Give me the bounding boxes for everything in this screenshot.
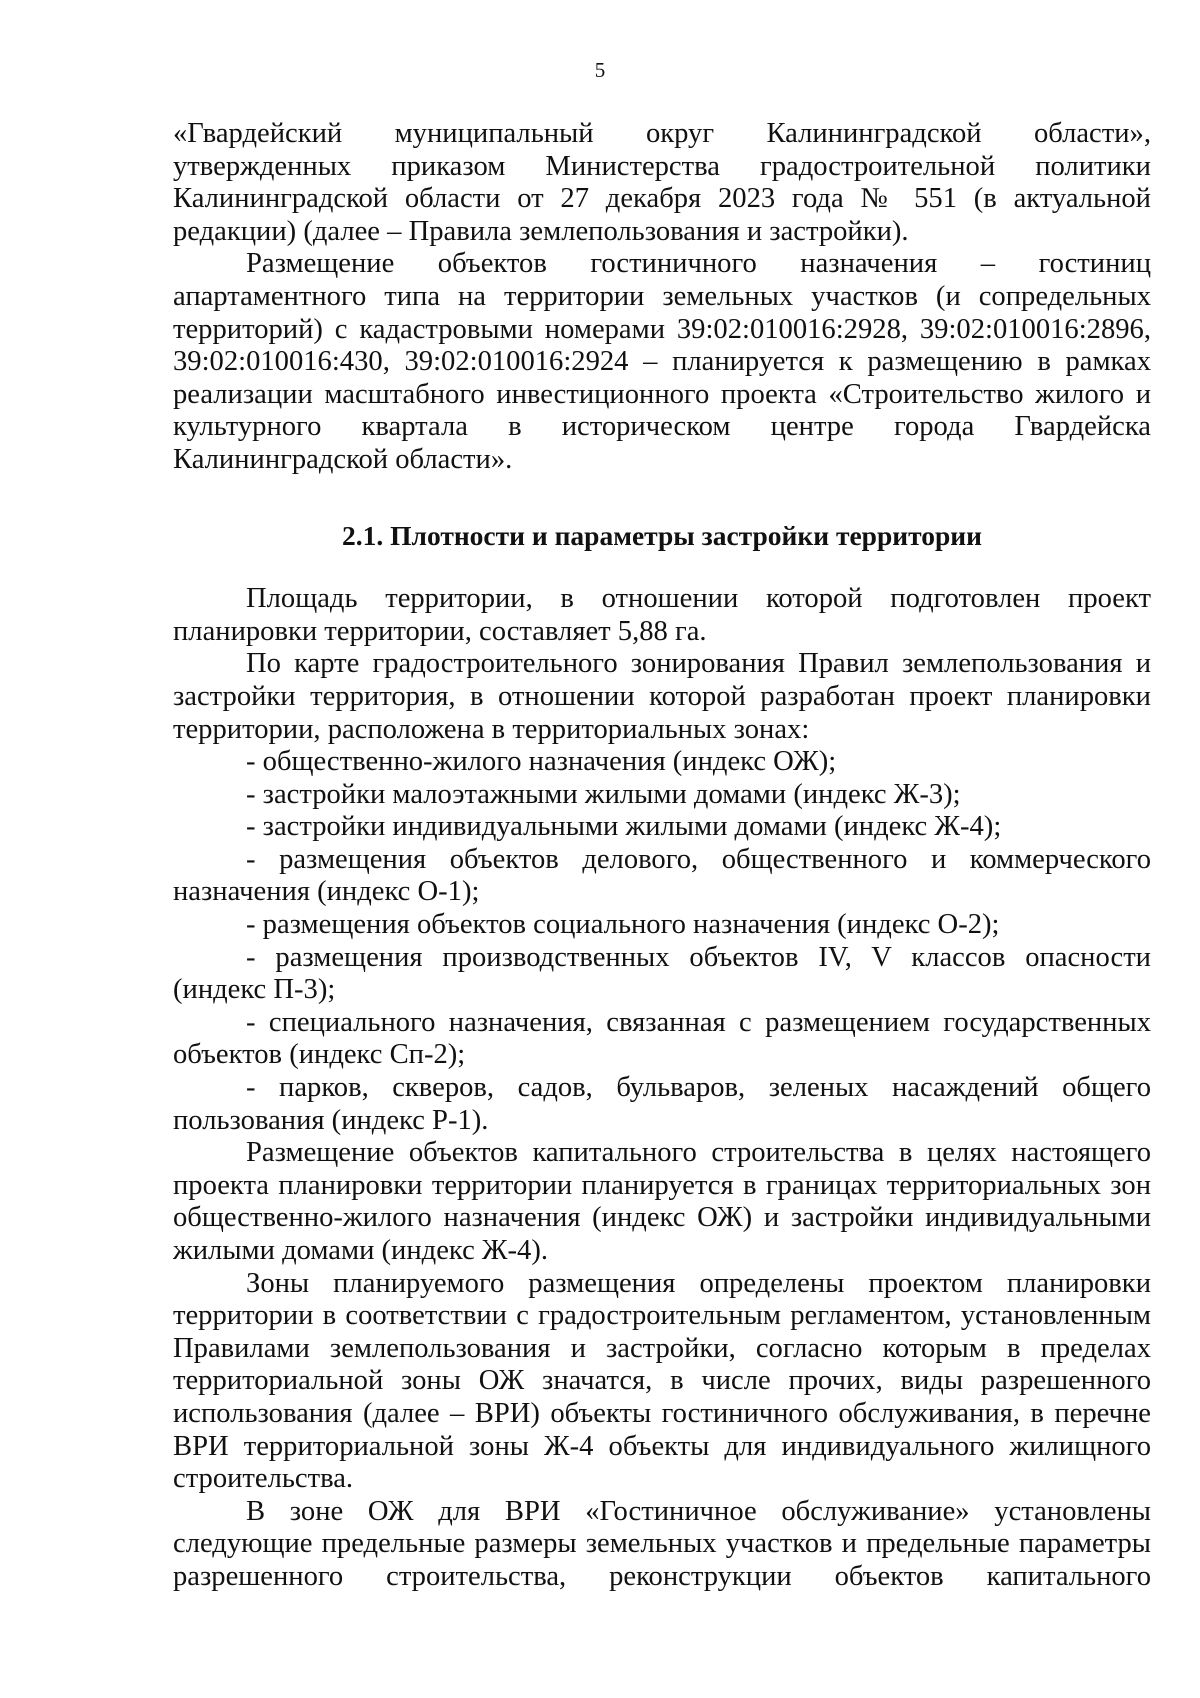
paragraph-planned-zones: Зоны планируемого размещения определены проектом планировки территории в соответствии с градостроительным регламентом, установленным Правилами землепользования и застройки, согласно которым в пределах территориальной зоны ОЖ значатся, в числе прочих, виды разрешенного использования (далее – ВРИ) объекты гостиничного обслуживания, в перечне ВРИ территориальной зоны Ж-4 объекты для индивидуального жилищного строительства. [173,1267,1151,1495]
paragraph-hotel-placement: Размещение объектов гостиничного назначения – гостиниц апартаментного типа на территории земельных участков (и сопредельных территорий) с кадастровыми номерами 39:02:010016:2928, 39:02:010016:2896, 39:02:010016:430, 39:02:010016:2924 – планируется к размещению в рамках реализации масштабного инвестиционного проекта «Строительство жилого и культурного квартала в историческом центре города Гвардейска Калининградской области». [173,248,1151,475]
paragraph-territory-area: Площадь территории, в отношении которой подготовлен проект планировки территории, составляет 5,88 га. [173,583,1151,647]
list-item: - застройки малоэтажными жилыми домами (индекс Ж-3); [246,778,961,810]
list-item: - размещения производственных объектов IV, V классов опасности (индекс П-3); [173,941,1151,1006]
section-title: 2.1. Плотности и параметры застройки территории [342,519,982,551]
list-item: - размещения объектов делового, общественного и коммерческого назначения (индекс О-1); [173,843,1151,908]
list-item: - размещения объектов социального назначения (индекс О-2); [246,909,1000,941]
list-item: - парков, скверов, садов, бульваров, зеленых насаждений общего пользования (индекс Р-1). [173,1072,1151,1136]
document-body [173,118,1151,1594]
paragraph-intro-continuation: «Гвардейский муниципальный округ Калининградской области», утвержденных приказом Министерства градостроительной политики Калининградской области от 27 декабря 2023 года № 551 (в актуальной редакции) (далее – Правила землепользования и застройки). [173,118,1151,247]
list-item: - застройки индивидуальными жилыми домами (индекс Ж-4); [246,811,1002,843]
paragraph-limits: В зоне ОЖ для ВРИ «Гостиничное обслуживание» установлены следующие предельные размеры земельных участков и предельные параметры разрешенного строительства, реконструкции объектов капитального [173,1495,1151,1592]
list-item: - специального назначения, связанная с размещением государственных объектов (индекс Сп-2); [173,1006,1151,1071]
page-number: 5 [594,58,606,82]
list-item: - общественно-жилого назначения (индекс ОЖ); [246,746,837,778]
paragraph-capital-construction: Размещение объектов капитального строительства в целях настоящего проекта планировки территории планируется в границах территориальных зон общественно-жилого назначения (индекс ОЖ) и застройки индивидуальными жилыми домами (индекс Ж-4). [173,1137,1151,1266]
zones-list [173,746,1151,1137]
paragraph-zoning-intro: По карте градостроительного зонирования Правил землепользования и застройки территория, в отношении которой разработан проект планировки территории, расположена в территориальных зонах: [173,648,1151,745]
